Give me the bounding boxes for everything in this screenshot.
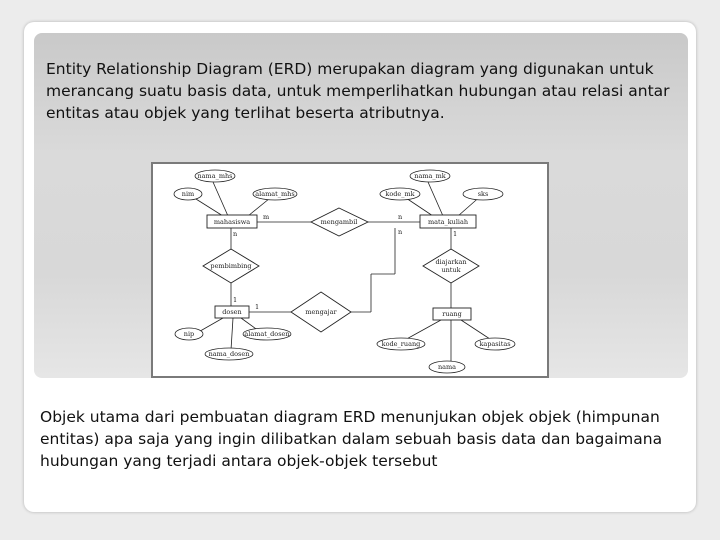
intro-paragraph: Entity Relationship Diagram (ERD) merupakan diagram yang digunakan untuk merancang suatu basis data, untuk memperlihatkan hubungan atau relasi antar entitas atau objek yang terlihat beserta atributnya.	[46, 60, 670, 122]
label-pembimbing: pembimbing	[210, 262, 252, 270]
label-mata-kuliah: mata_kuliah	[427, 218, 469, 226]
label-diajarkan-untuk: untuk	[441, 266, 461, 274]
label-nama-ruang: nama	[437, 363, 457, 371]
card-mk-bottom: 1	[453, 230, 458, 238]
label-alamat-mhs: alamat_mhs	[255, 190, 295, 198]
erd-diagram	[153, 164, 547, 376]
label-nip: nip	[183, 330, 195, 338]
card-dosen-right: 1	[255, 303, 260, 311]
label-ruang: ruang	[442, 310, 462, 318]
label-alamat-dosen: alamat_dosen	[244, 330, 290, 338]
label-nim: nim	[181, 190, 195, 198]
label-diajarkan: diajarkan	[435, 258, 467, 266]
body-paragraph: Objek utama dari pembuatan diagram ERD menunjukan objek objek (himpunan entitas) apa saja yang ingin dilibatkan dalam sebuah basis data dan bagaimana hubungan yang terjadi antara objek-objek tersebut	[40, 408, 663, 470]
card-mhs-right: m	[263, 213, 270, 221]
label-kode-mk: kode_mk	[385, 190, 415, 198]
label-kapasitas: kapasitas	[479, 340, 511, 348]
label-sks: sks	[477, 190, 489, 198]
card-dosen-top: 1	[233, 296, 238, 304]
label-mengajar: mengajar	[305, 308, 337, 316]
label-nama-mk: nama_mk	[414, 172, 446, 180]
card-mk-left: n	[398, 213, 403, 221]
label-mahasiswa: mahasiswa	[213, 218, 251, 226]
card-mk-left-low: n	[398, 228, 403, 236]
card-mhs-bottom: n	[233, 230, 238, 238]
erd-figure	[151, 162, 549, 378]
label-kode-ruang: kode_ruang	[381, 340, 421, 348]
label-nama-dosen: nama_dosen	[208, 350, 250, 358]
label-mengambil: mengambil	[320, 218, 358, 226]
label-nama-mhs: nama_mhs	[197, 172, 233, 180]
label-dosen: dosen	[222, 308, 242, 316]
